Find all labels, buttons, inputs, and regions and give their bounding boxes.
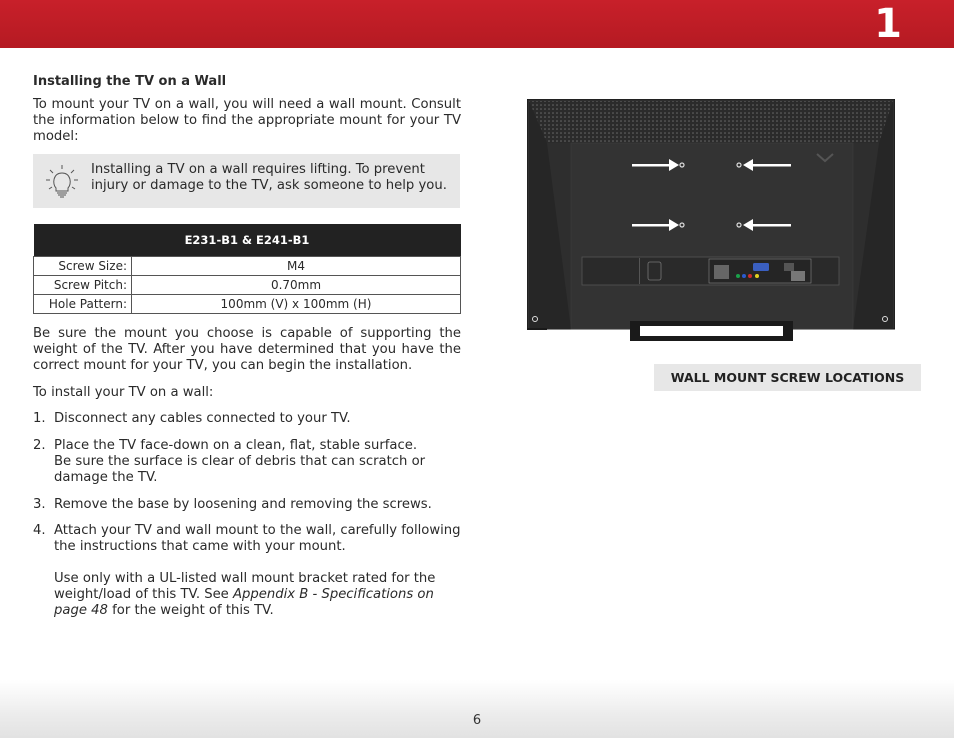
- tip-box: [33, 154, 460, 208]
- footer-bar: [0, 680, 954, 738]
- tip-text: Installing a TV on a wall requires lifting. To prevent injury or damage to the TV, ask someone to help you.: [91, 162, 447, 193]
- table-row: [34, 295, 461, 314]
- step-number: 1.: [33, 411, 46, 426]
- step-number: 3.: [33, 497, 46, 512]
- table-row: [34, 276, 461, 295]
- spec-table-header: E231-B1 & E241-B1: [34, 224, 461, 257]
- step-text: Place the TV face-down on a clean, flat, stable surface.: [54, 438, 418, 453]
- spec-label: Screw Size:: [34, 257, 132, 276]
- spec-value: 0.70mm: [132, 276, 461, 295]
- lightbulb-icon: [46, 164, 78, 198]
- spec-label: Screw Pitch:: [34, 276, 132, 295]
- mount-capacity-note: Be sure the mount you choose is capable of supporting the weight of the TV. After you have determined that you have the correct mount for your TV, you can begin the installation.: [33, 326, 461, 373]
- install-intro: To install your TV on a wall:: [33, 385, 214, 400]
- ul-note-prefix: Use only with a UL-listed wall mount bracket rated for the weight/load of this TV. See: [54, 571, 436, 602]
- step-subtext: Be sure the surface is clear of debris that can scratch or damage the TV.: [54, 454, 426, 485]
- tv-back-illustration: [527, 99, 895, 342]
- appendix-reference: Appendix B - Specifications on page 48: [54, 587, 434, 618]
- table-row: [34, 257, 461, 276]
- figure-caption: WALL MOUNT SCREW LOCATIONS: [654, 364, 921, 391]
- step-text: Attach your TV and wall mount to the wall, carefully following the instructions that came with your mount.: [54, 523, 461, 554]
- chapter-number: 1: [874, 1, 902, 47]
- spec-label: Hole Pattern:: [34, 295, 132, 314]
- intro-paragraph: To mount your TV on a wall, you will need a wall mount. Consult the information below to find the appropriate mount for your TV model:: [33, 97, 461, 144]
- step-number: 4.: [33, 523, 46, 538]
- page-number: 6: [472, 713, 482, 728]
- spec-value: 100mm (V) x 100mm (H): [132, 295, 461, 314]
- ul-note-suffix: for the weight of this TV.: [107, 603, 274, 618]
- section-heading: Installing the TV on a Wall: [33, 74, 227, 89]
- step-number: 2.: [33, 438, 46, 453]
- chapter-header-bar: [0, 0, 954, 48]
- step-text: Disconnect any cables connected to your TV.: [54, 411, 351, 426]
- wall-mount-spec-table: [33, 224, 461, 314]
- step-text: Remove the base by loosening and removing the screws.: [54, 497, 432, 512]
- spec-value: M4: [132, 257, 461, 276]
